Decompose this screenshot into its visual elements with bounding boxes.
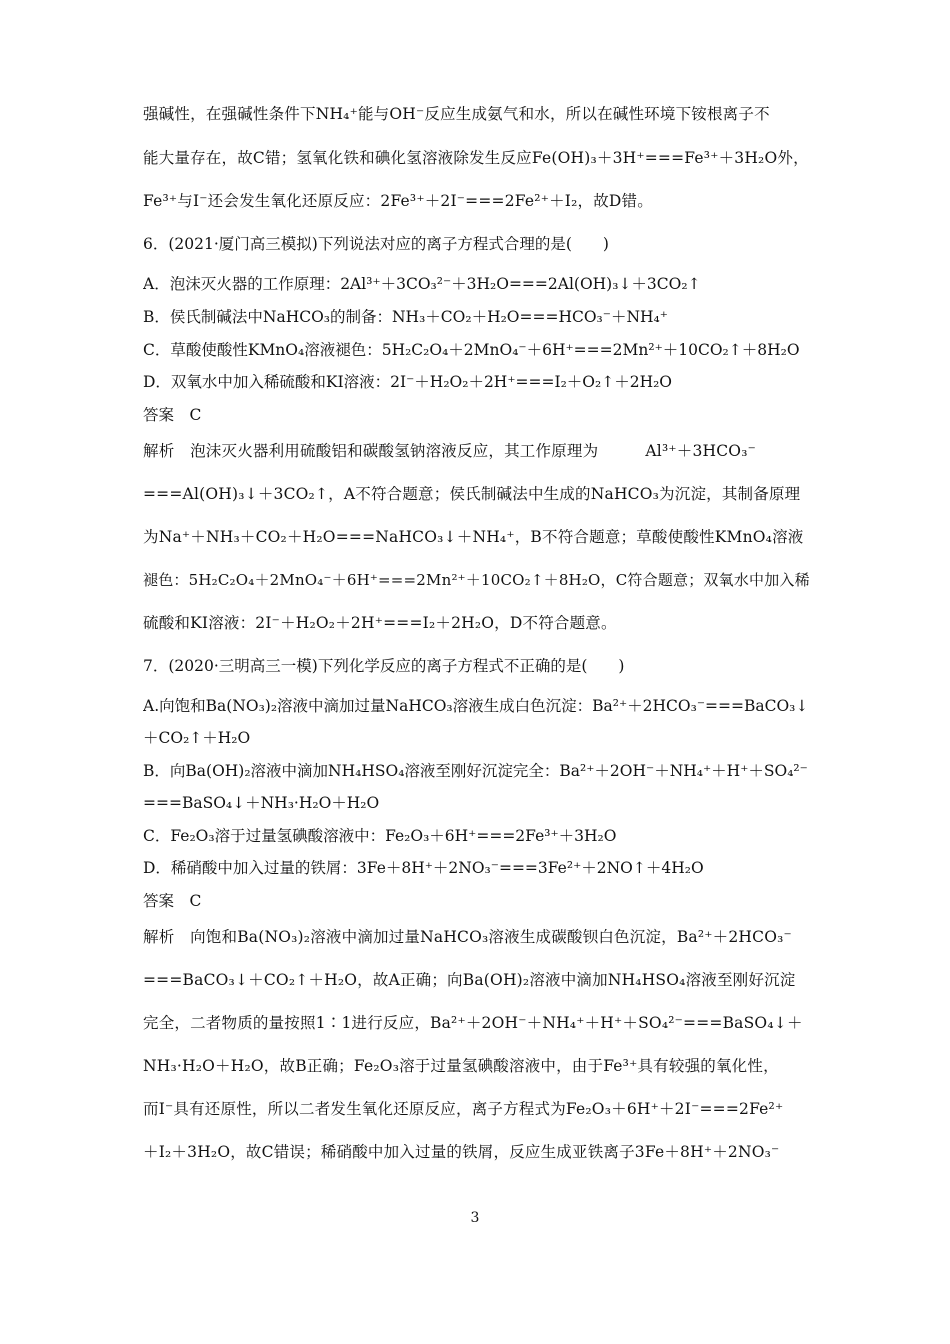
option-a: A．泡沫灭火器的工作原理：2Al³⁺＋3CO₃²⁻＋3H₂O===2Al(OH)₃↓＋3CO₂↑ <box>143 275 701 293</box>
question-7-stem: 7．(2020·三明高三一模)下列化学反应的离子方程式不正确的是( ) <box>143 657 625 675</box>
option-c: C．草酸使酸性KMnO₄溶液褪色：5H₂C₂O₄＋2MnO₄⁻＋6H⁺===2Mn²⁺＋10CO₂↑＋8H₂O <box>143 341 800 359</box>
answer: 答案 C <box>143 406 202 424</box>
answer: 答案 C <box>143 892 202 910</box>
page-number: 3 <box>470 1210 480 1226</box>
option-b: B．向Ba(OH)₂溶液中滴加NH₄HSO₄溶液至刚好沉淀完全：Ba²⁺＋2OH⁻＋NH₄⁺＋H⁺＋SO₄²⁻ <box>143 762 808 780</box>
option-a-cont: ＋CO₂↑＋H₂O <box>143 729 251 747</box>
analysis-line: 完全，二者物质的量按照1∶1进行反应，Ba²⁺＋2OH⁻＋NH₄⁺＋H⁺＋SO₄²⁻===BaSO₄↓＋ <box>143 1014 803 1032</box>
analysis-line: ===Al(OH)₃↓＋3CO₂↑，A不符合题意；侯氏制碱法中生成的NaHCO₃为沉淀，其制备原理 <box>143 485 801 503</box>
analysis-line: 为Na⁺＋NH₃＋CO₂＋H₂O===NaHCO₃↓＋NH₄⁺，B不符合题意；草酸使酸性KMnO₄溶液 <box>143 528 804 546</box>
text-line: 强碱性，在强碱性条件下NH₄⁺能与OH⁻反应生成氨气和水，所以在碱性环境下铵根离子不 <box>143 105 770 123</box>
option-c: C．Fe₂O₃溶于过量氢碘酸溶液中：Fe₂O₃＋6H⁺===2Fe³⁺＋3H₂O <box>143 827 617 845</box>
analysis-line: ===BaCO₃↓＋CO₂↑＋H₂O，故A正确；向Ba(OH)₂溶液中滴加NH₄HSO₄溶液至刚好沉淀 <box>143 971 796 989</box>
analysis-line: ＋I₂＋3H₂O，故C错误；稀硝酸中加入过量的铁屑，反应生成亚铁离子3Fe＋8H⁺＋2NO₃⁻ <box>143 1143 780 1161</box>
analysis-line: 硫酸和KI溶液：2I⁻＋H₂O₂＋2H⁺===I₂＋2H₂O，D不符合题意。 <box>143 614 617 632</box>
analysis-line: 褪色：5H₂C₂O₄＋2MnO₄⁻＋6H⁺===2Mn²⁺＋10CO₂↑＋8H₂O，C符合题意；双氧水中加入稀 <box>143 571 810 589</box>
analysis-line: 解析 向饱和Ba(NO₃)₂溶液中滴加过量NaHCO₃溶液生成碳酸钡白色沉淀，Ba²⁺＋2HCO₃⁻ <box>143 928 792 946</box>
option-a: A.向饱和Ba(NO₃)₂溶液中滴加过量NaHCO₃溶液生成白色沉淀：Ba²⁺＋2HCO₃⁻===BaCO₃↓ <box>143 697 809 715</box>
analysis-line: 而I⁻具有还原性，所以二者发生氧化还原反应，离子方程式为Fe₂O₃＋6H⁺＋2I⁻===2Fe²⁺ <box>143 1100 784 1118</box>
option-d: D．双氧水中加入稀硫酸和KI溶液：2I⁻＋H₂O₂＋2H⁺===I₂＋O₂↑＋2H₂O <box>143 373 673 391</box>
analysis-line: 解析 泡沫灭火器利用硫酸铝和碳酸氢钠溶液反应，其工作原理为 Al³⁺＋3HCO₃⁻ <box>143 442 756 460</box>
option-d: D．稀硝酸中加入过量的铁屑：3Fe＋8H⁺＋2NO₃⁻===3Fe²⁺＋2NO↑＋4H₂O <box>143 859 704 877</box>
text-line: Fe³⁺与I⁻还会发生氧化还原反应：2Fe³⁺＋2I⁻===2Fe²⁺＋I₂，故D错。 <box>143 192 653 210</box>
option-b: B．侯氏制碱法中NaHCO₃的制备：NH₃＋CO₂＋H₂O===HCO₃⁻＋NH₄⁺ <box>143 308 668 326</box>
text-line: 能大量存在，故C错；氢氧化铁和碘化氢溶液除发生反应Fe(OH)₃＋3H⁺===Fe³⁺＋3H₂O外， <box>143 149 809 167</box>
option-b-cont: ===BaSO₄↓＋NH₃·H₂O＋H₂O <box>143 794 380 812</box>
question-6-stem: 6．(2021·厦门高三模拟)下列说法对应的离子方程式合理的是( ) <box>143 235 609 253</box>
analysis-line: NH₃·H₂O＋H₂O，故B正确；Fe₂O₃溶于过量氢碘酸溶液中，由于Fe³⁺具有较强的氧化性， <box>143 1057 779 1075</box>
